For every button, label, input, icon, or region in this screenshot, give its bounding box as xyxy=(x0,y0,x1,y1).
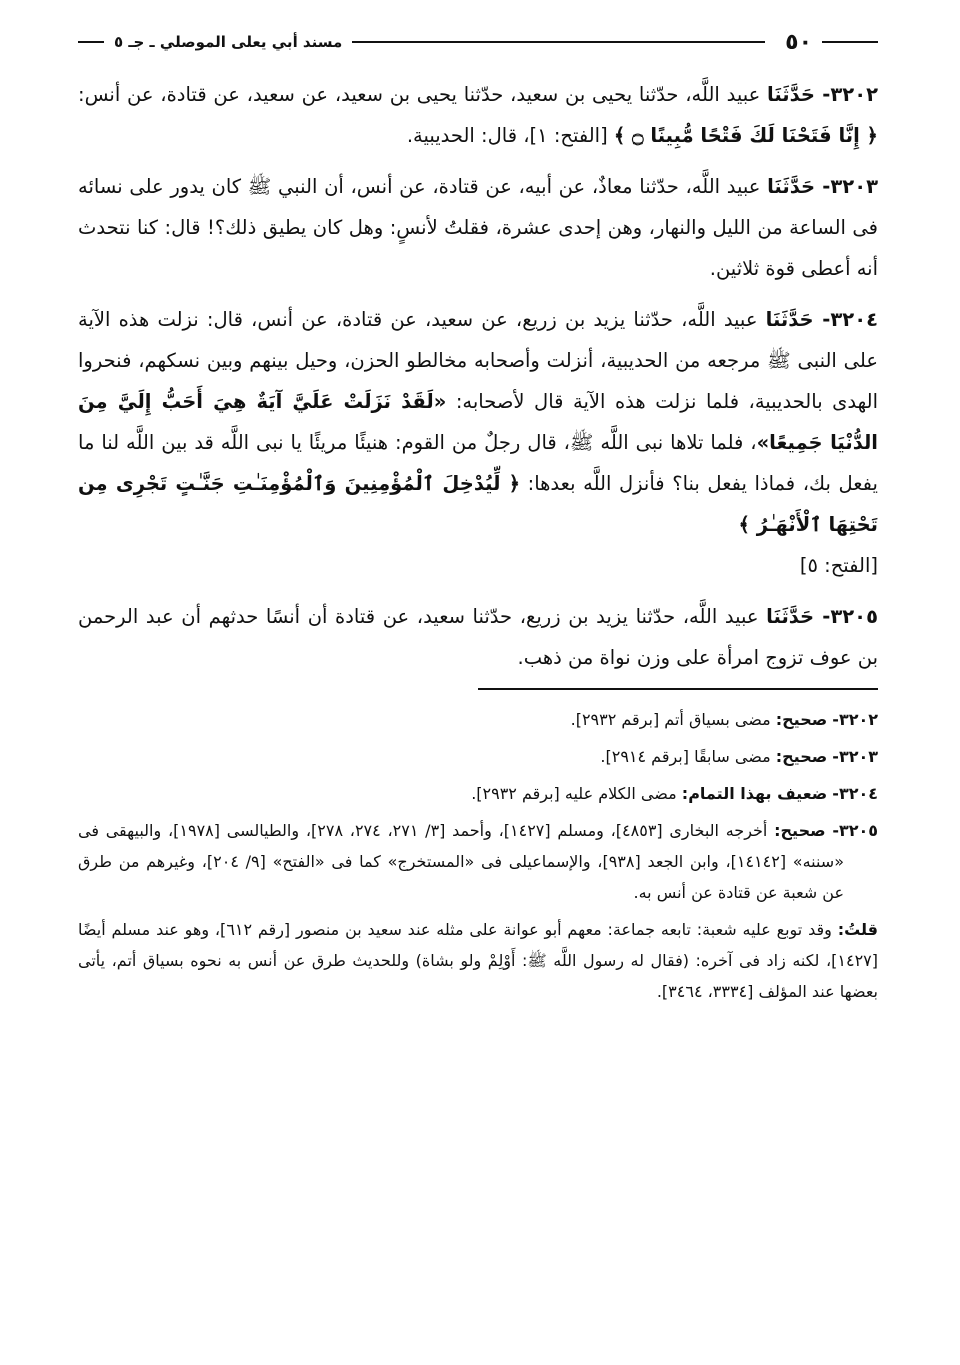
footnote-number: ٣٢٠٢- xyxy=(832,710,878,729)
footnote-number: ٣٢٠٣- xyxy=(832,747,878,766)
prophetic-quote: «لَقَدْ نَزَلَتْ عَلَيَّ آيَةٌ هِيَ أَحَبُّ إِلَيَّ مِنَ الدُّنْيَا جَمِيعًا» xyxy=(78,390,878,454)
hadith-3202: ٣٢٠٢- حَدَّثَنَا عبيد اللَّه، حدّثنا يحيى بن سعيد، حدّثنا يحيى بن سعيد، عن سعيد، عن قتادة، عن أنس: ﴿ إِنَّا فَتَحْنَا لَكَ فَتْحًا مُّبِينًا ۝ ﴾ [الفتح: ١]، قال: الحديبية. xyxy=(78,83,879,147)
footnote-grade: صحيح: xyxy=(775,747,828,766)
page xyxy=(78,24,878,1013)
main-text xyxy=(78,74,878,678)
hadith-number: ٣٢٠٤ xyxy=(830,308,878,331)
hadith-text: عبيد اللَّه، حدّثنا يزيد بن زريع، عن سعيد، عن قتادة، عن أنس، قال: نزلت هذه الآية على النبى ﷺ مرجعه من الحديبية، أنزلت وأصحابه مخالطو الحزن، وحيل بينهم وبين نسكهم، فنحروا الهدى بالحديبية، فلما نزلت هذه الآية قال لأصحابه: xyxy=(78,308,878,413)
footnotes xyxy=(78,704,878,1007)
hadith-3203: ٣٢٠٣- حَدَّثَنَا عبيد اللَّه، حدّثنا معاذٌ، عن أبيه، عن قتادة، عن أنس، أن النبي ﷺ كان يدور على نسائه فى الساعة من الليل والنهار، وهن إحدى عشرة، فقلتُ لأنسٍ: وهل كان يطيق ذلك؟! قال: كنا نتحدث أنه أعطى قوة ثلاثين. xyxy=(78,175,878,280)
hadith-keyword: حَدَّثَنَا xyxy=(766,605,815,628)
comment-label: قلتُ: xyxy=(837,920,879,939)
footnote-3205 xyxy=(78,815,878,908)
hadith-keyword: حَدَّثَنَا xyxy=(767,83,815,106)
footnote-text: مضى بسياق أتم [برقم ٢٩٣٢]. xyxy=(570,710,771,729)
book-title: مسند أبي يعلى الموصلي ـ جـ ٥ xyxy=(114,33,343,51)
footnote-grade: ضعيف بهذا التمام: xyxy=(681,784,828,803)
footnote-text: مضى سابقًا [برقم ٢٩١٤]. xyxy=(600,747,771,766)
footnote-grade: صحيح: xyxy=(774,821,826,840)
editor-comment xyxy=(78,914,878,1007)
hadith-3205: ٣٢٠٥- حَدَّثَنَا عبيد اللَّه، حدّثنا يزيد بن زريع، حدّثنا سعيد، عن قتادة أن أنسًا حدثهم أن عبد الرحمن بن عوف تزوج امرأة على وزن نواة من ذهب. xyxy=(78,605,878,669)
hadith-number: ٣٢٠٣ xyxy=(830,175,878,198)
footnote-grade: صحيح: xyxy=(775,710,828,729)
hadith-after: [الفتح: ١]، قال: الحديبية. xyxy=(406,124,608,147)
quran-reference: [الفتح: ٥] xyxy=(799,554,878,577)
hadith-text: عبيد اللَّه، حدّثنا معاذٌ، عن أبيه، عن قتادة، عن أنس، أن النبي ﷺ كان يدور على نسائه فى الساعة من الليل والنهار، وهن إحدى عشرة، فقلتُ لأنسٍ: وهل كان يطيق ذلك؟! قال: كنا نتحدث أنه أعطى قوة ثلاثين. xyxy=(78,175,878,280)
header-dash xyxy=(822,41,878,43)
comment-text: وقد توبع عليه شعبة: تابعه جماعة: معهم أبو عوانة على مثله عند سعيد بن منصور [رقم ٦١٢]، وهو عند مسلم أيضًا [١٤٢٧]، لكنه زاد فى آخره: (فقال له رسول اللَّه ﷺ: أَوْلِمْ ولو بشاة) وللحديث طرق عن أنس به نحوه بسياق أتم، يأتى بعضها عند المؤلف [٣٣٣٤، ٣٤٦٤]. xyxy=(78,920,878,1001)
quran-quote: ﴿ لِّيُدْخِلَ ٱلْمُؤْمِنِينَ وَٱلْمُؤْمِنَـٰتِ جَنَّـٰتٍ تَجْرِى مِن تَحْتِهَا ٱلْأَنْهَـٰرُ ﴾ xyxy=(78,472,878,536)
quran-quote: ﴿ إِنَّا فَتَحْنَا لَكَ فَتْحًا مُّبِينًا ۝ ﴾ xyxy=(613,124,878,147)
hadith-text: عبيد اللَّه، حدّثنا يحيى بن سعيد، حدّثنا يحيى بن سعيد، عن سعيد، عن قتادة، عن أنس: xyxy=(78,83,761,106)
page-number: ٥٠ xyxy=(785,29,812,55)
hadith-after: ، فلما تلاها نبى اللَّه ﷺ، قال رجلٌ من القوم: هنيئًا مريئًا يا نبى اللَّه قد بين اللَّه لنا ما يفعل بك، فماذا يفعل بنا؟ فأنزل اللَّه بعدها: xyxy=(78,431,878,495)
hadith-keyword: حَدَّثَنَا xyxy=(765,308,814,331)
hadith-number: ٣٢٠٥ xyxy=(830,605,878,628)
footnote-3204 xyxy=(78,778,878,809)
running-header xyxy=(78,24,878,60)
footnote-text: أخرجه البخارى [٤٨٥٣]، ومسلم [١٤٢٧]، وأحمد [٣/ ٢٧١، ٢٧٤، ٢٧٨]، والطيالسى [١٩٧٨]، والبيهقى فى «سننه» [١٤١٤٢]، وابن الجعد [٩٣٨]، والإسماعيلى فى «المستخرج» كما فى «الفتح» [٩/ ٢٠٤]، وغيرهم من طرق عن شعبة عن قتادة عن أنس به. xyxy=(78,821,845,902)
footnote-number: ٣٢٠٤- xyxy=(832,784,878,803)
header-dash-end xyxy=(78,41,104,43)
footnote-text: مضى الكلام عليه [برقم ٢٩٣٢]. xyxy=(471,784,677,803)
footnote-number: ٣٢٠٥- xyxy=(832,821,879,840)
header-rule xyxy=(352,41,765,43)
hadith-text: عبيد اللَّه، حدّثنا يزيد بن زريع، حدّثنا سعيد، عن قتادة أن أنسًا حدثهم أن عبد الرحمن بن عوف تزوج امرأة على وزن نواة من ذهب. xyxy=(78,605,878,669)
footnote-separator xyxy=(478,688,878,690)
hadith-keyword: حَدَّثَنَا xyxy=(767,175,816,198)
footnote-3202 xyxy=(78,704,878,735)
hadith-3204: ٣٢٠٤- حَدَّثَنَا عبيد اللَّه، حدّثنا يزيد بن زريع، عن سعيد، عن قتادة، عن أنس، قال: نزلت هذه الآية على النبى ﷺ مرجعه من الحديبية، أنزلت وأصحابه مخالطو الحزن، وحيل بينهم وبين نسكهم، فنحروا الهدى بالحديبية، فلما نزلت هذه الآية قال لأصحابه: «لَقَدْ نَزَلَتْ عَلَيَّ آيَةٌ هِيَ أَحَبُّ إِلَيَّ مِنَ الدُّنْيَا جَمِيعًا»، فلما تلاها نبى اللَّه ﷺ، قال رجلٌ من القوم: هنيئًا مريئًا يا نبى اللَّه قد بين اللَّه لنا ما يفعل بك، فماذا يفعل بنا؟ فأنزل اللَّه بعدها: ﴿ لِّيُدْخِلَ ٱلْمُؤْمِنِينَ وَٱلْمُؤْمِنَـٰتِ جَنَّـٰتٍ تَجْرِى مِن تَحْتِهَا ٱلْأَنْهَـٰرُ ﴾ [الفتح: ٥] xyxy=(78,299,878,586)
footnote-3203 xyxy=(78,741,878,772)
hadith-number: ٣٢٠٢ xyxy=(830,83,879,106)
